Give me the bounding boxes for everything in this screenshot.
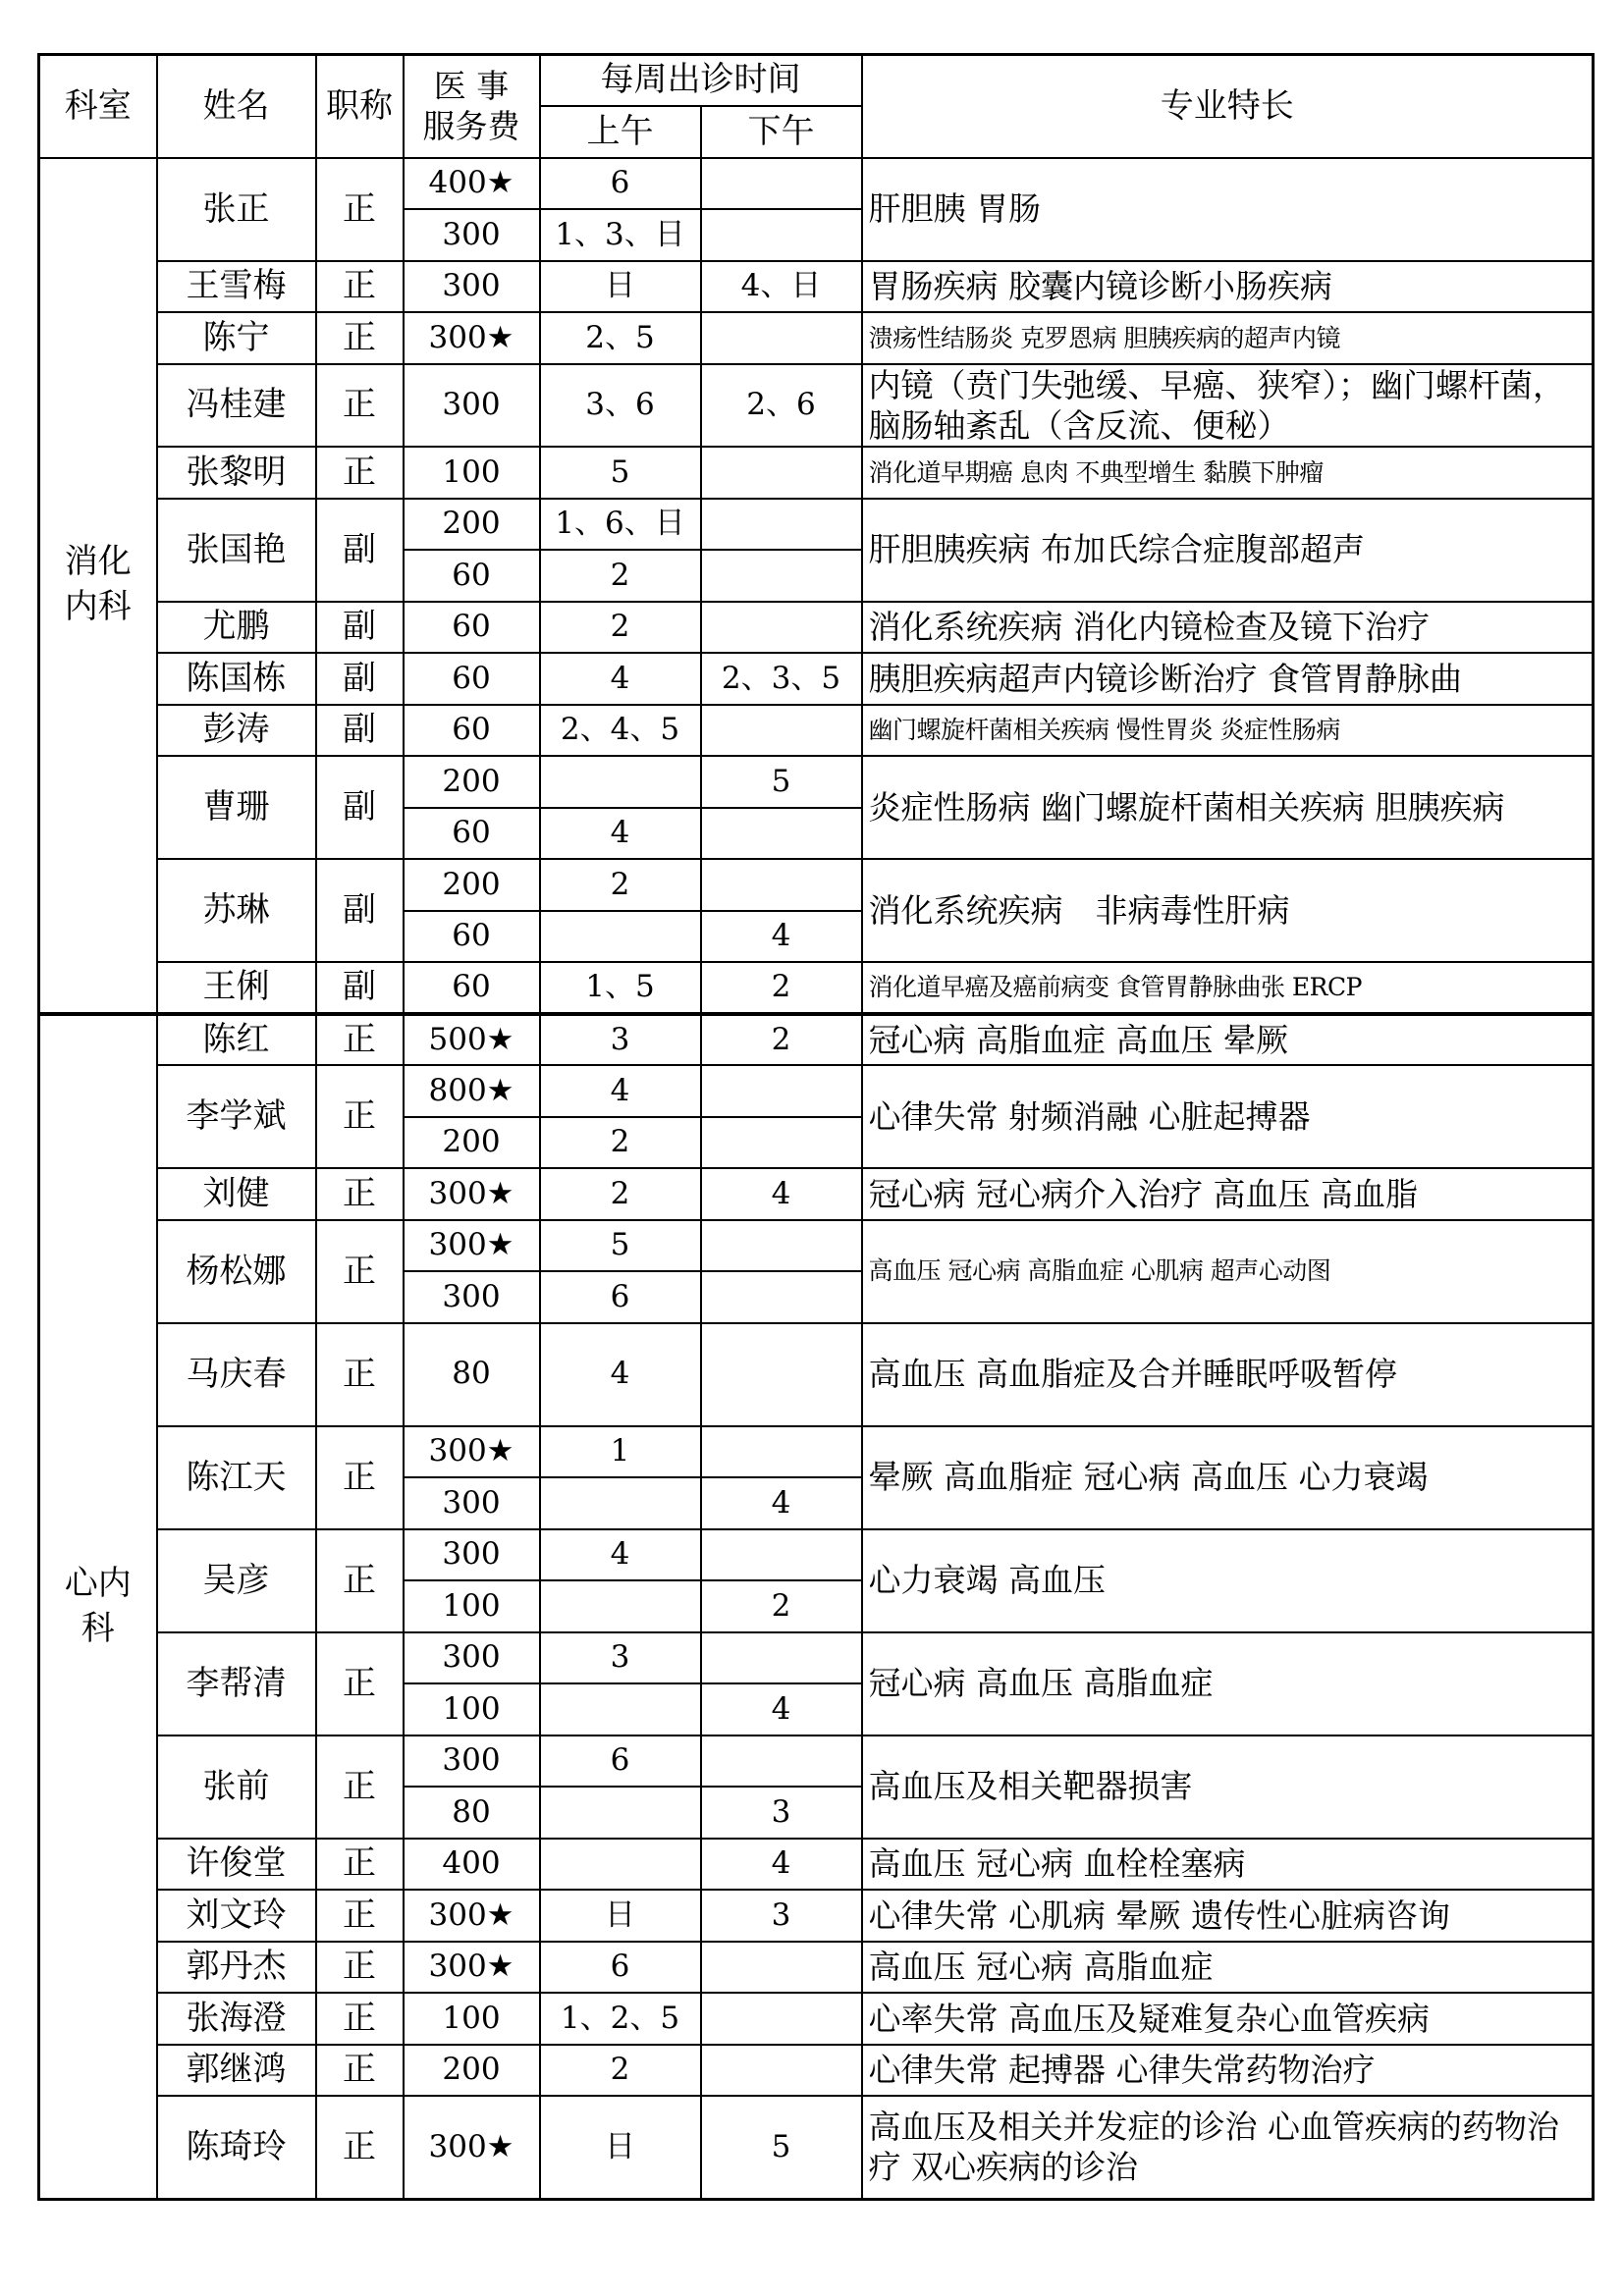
am-days: 4 <box>540 1529 701 1581</box>
am-days: 3、6 <box>540 364 701 448</box>
doctor-name: 陈宁 <box>157 312 316 364</box>
service-fee: 300 <box>404 1477 540 1529</box>
doctor-name: 郭丹杰 <box>157 1942 316 1994</box>
department-name <box>39 1014 157 2200</box>
header-weekly: 每周出诊时间 <box>540 55 862 106</box>
pm-days <box>701 1632 862 1684</box>
am-days <box>540 1839 701 1891</box>
doctor-title: 副 <box>316 705 404 757</box>
am-days: 2 <box>540 859 701 911</box>
doctor-name: 曹珊 <box>157 756 316 859</box>
service-fee: 80 <box>404 1323 540 1426</box>
pm-days <box>701 1993 862 2045</box>
specialty: 高血压 冠心病 高脂血症 <box>862 1942 1594 1994</box>
pm-days: 2、3、5 <box>701 653 862 705</box>
service-fee: 800★ <box>404 1065 540 1117</box>
doctor-name: 张前 <box>157 1735 316 1839</box>
pm-days: 4 <box>701 1683 862 1735</box>
service-fee: 300 <box>404 1529 540 1581</box>
service-fee: 60 <box>404 911 540 963</box>
doctor-title: 正 <box>316 2045 404 2097</box>
service-fee: 300★ <box>404 1890 540 1942</box>
header-fee <box>404 55 540 158</box>
doctor-title: 副 <box>316 602 404 654</box>
pm-days: 5 <box>701 756 862 808</box>
am-days: 3 <box>540 1014 701 1066</box>
am-days: 1 <box>540 1426 701 1478</box>
am-days: 1、2、5 <box>540 1993 701 2045</box>
pm-days <box>701 808 862 860</box>
doctor-title: 副 <box>316 962 404 1014</box>
doctor-name: 王俐 <box>157 962 316 1014</box>
table-row <box>39 1168 1594 1220</box>
specialty: 晕厥 高血脂症 冠心病 高血压 心力衰竭 <box>862 1426 1594 1529</box>
table-row <box>39 1220 1594 1272</box>
pm-days <box>701 209 862 261</box>
pm-days: 4 <box>701 1168 862 1220</box>
doctor-title: 正 <box>316 364 404 448</box>
department-label: 心内科 <box>64 1563 132 1648</box>
doctor-title: 正 <box>316 1014 404 1066</box>
table-row <box>39 705 1594 757</box>
pm-days: 2、6 <box>701 364 862 448</box>
pm-days <box>701 1323 862 1426</box>
pm-days <box>701 499 862 551</box>
am-days: 6 <box>540 158 701 210</box>
doctor-title: 正 <box>316 1065 404 1168</box>
pm-days: 4 <box>701 1839 862 1891</box>
table-row <box>39 962 1594 1014</box>
service-fee: 60 <box>404 808 540 860</box>
am-days: 6 <box>540 1942 701 1994</box>
specialty: 心率失常 高血压及疑难复杂心血管疾病 <box>862 1993 1594 2045</box>
service-fee: 200 <box>404 2045 540 2097</box>
service-fee: 60 <box>404 653 540 705</box>
am-days: 5 <box>540 1220 701 1272</box>
doctor-name: 杨松娜 <box>157 1220 316 1323</box>
pm-days <box>701 705 862 757</box>
header-am: 上午 <box>540 106 701 158</box>
header-fee-line2: 服务费 <box>422 107 520 146</box>
doctor-name: 吴彦 <box>157 1529 316 1632</box>
table-row <box>39 1065 1594 1117</box>
service-fee: 60 <box>404 705 540 757</box>
service-fee: 60 <box>404 550 540 602</box>
specialty: 高血压及相关并发症的诊治 心血管疾病的药物治疗 双心疾病的诊治 <box>862 2096 1594 2199</box>
am-days: 日 <box>540 2096 701 2199</box>
pm-days: 4 <box>701 1477 862 1529</box>
service-fee: 300 <box>404 261 540 313</box>
table-row <box>39 364 1594 448</box>
table-row <box>39 1890 1594 1942</box>
pm-days <box>701 312 862 364</box>
doctor-name: 陈国栋 <box>157 653 316 705</box>
am-days: 1、6、日 <box>540 499 701 551</box>
am-days: 2 <box>540 2045 701 2097</box>
am-days: 2 <box>540 550 701 602</box>
table-row <box>39 2045 1594 2097</box>
table-row <box>39 312 1594 364</box>
doctor-title: 正 <box>316 1942 404 1994</box>
department-label: 消化内科 <box>64 542 132 626</box>
table-row <box>39 1632 1594 1684</box>
service-fee: 300★ <box>404 1220 540 1272</box>
specialty: 高血压 冠心病 高脂血症 心肌病 超声心动图 <box>862 1220 1594 1323</box>
specialty: 炎症性肠病 幽门螺旋杆菌相关疾病 胆胰疾病 <box>862 756 1594 859</box>
pm-days <box>701 1220 862 1272</box>
doctor-title: 副 <box>316 653 404 705</box>
table-row <box>39 602 1594 654</box>
doctor-name: 陈琦玲 <box>157 2096 316 2199</box>
pm-days <box>701 447 862 499</box>
header-fee-line1: 医 事 <box>433 67 510 105</box>
am-days: 3 <box>540 1632 701 1684</box>
doctor-name: 刘健 <box>157 1168 316 1220</box>
specialty: 高血压 高血脂症及合并睡眠呼吸暂停 <box>862 1323 1594 1426</box>
doctor-name: 郭继鸿 <box>157 2045 316 2097</box>
specialty: 高血压及相关靶器损害 <box>862 1735 1594 1839</box>
header-dept: 科室 <box>39 55 157 158</box>
service-fee: 400 <box>404 1839 540 1891</box>
service-fee: 200 <box>404 1117 540 1169</box>
doctor-title: 正 <box>316 2096 404 2199</box>
doctor-title: 正 <box>316 1529 404 1632</box>
am-days: 6 <box>540 1271 701 1323</box>
table-row <box>39 1993 1594 2045</box>
am-days: 4 <box>540 653 701 705</box>
service-fee: 300 <box>404 364 540 448</box>
table-row <box>39 653 1594 705</box>
service-fee: 300★ <box>404 2096 540 2199</box>
am-days <box>540 756 701 808</box>
am-days: 2 <box>540 602 701 654</box>
am-days: 2 <box>540 1117 701 1169</box>
am-days: 1、5 <box>540 962 701 1014</box>
am-days: 5 <box>540 447 701 499</box>
doctor-schedule-table <box>37 53 1595 2201</box>
table-row <box>39 447 1594 499</box>
am-days: 6 <box>540 1735 701 1788</box>
pm-days <box>701 1117 862 1169</box>
am-days: 日 <box>540 1890 701 1942</box>
service-fee: 300★ <box>404 1168 540 1220</box>
pm-days <box>701 859 862 911</box>
service-fee: 400★ <box>404 158 540 210</box>
doctor-name: 张海澄 <box>157 1993 316 2045</box>
pm-days: 2 <box>701 1580 862 1632</box>
service-fee: 60 <box>404 602 540 654</box>
doctor-title: 副 <box>316 756 404 859</box>
pm-days: 3 <box>701 1787 862 1839</box>
specialty: 冠心病 高脂血症 高血压 晕厥 <box>862 1014 1594 1066</box>
service-fee: 200 <box>404 756 540 808</box>
doctor-title: 正 <box>316 1632 404 1735</box>
table-row <box>39 859 1594 911</box>
header-name: 姓名 <box>157 55 316 158</box>
doctor-title: 正 <box>316 1220 404 1323</box>
doctor-title: 正 <box>316 158 404 261</box>
doctor-title: 正 <box>316 1426 404 1529</box>
table-row <box>39 1942 1594 1994</box>
specialty: 内镜（贲门失弛缓、早癌、狭窄）；幽门螺杆菌，脑肠轴紊乱（含反流、便秘） <box>862 364 1594 448</box>
doctor-name: 马庆春 <box>157 1323 316 1426</box>
specialty: 消化系统疾病 非病毒性肝病 <box>862 859 1594 962</box>
pm-days: 4 <box>701 911 862 963</box>
specialty: 溃疡性结肠炎 克罗恩病 胆胰疾病的超声内镜 <box>862 312 1594 364</box>
am-days: 2 <box>540 1168 701 1220</box>
specialty: 肝胆胰疾病 布加氏综合症腹部超声 <box>862 499 1594 602</box>
service-fee: 60 <box>404 962 540 1014</box>
specialty: 高血压 冠心病 血栓栓塞病 <box>862 1839 1594 1891</box>
header-pm: 下午 <box>701 106 862 158</box>
doctor-name: 张正 <box>157 158 316 261</box>
pm-days <box>701 2045 862 2097</box>
am-days <box>540 1580 701 1632</box>
service-fee: 100 <box>404 447 540 499</box>
specialty: 心律失常 射频消融 心脏起搏器 <box>862 1065 1594 1168</box>
pm-days <box>701 1271 862 1323</box>
am-days <box>540 1787 701 1839</box>
specialty: 冠心病 高血压 高脂血症 <box>862 1632 1594 1735</box>
pm-days: 4、日 <box>701 261 862 313</box>
doctor-name: 许俊堂 <box>157 1839 316 1891</box>
pm-days: 5 <box>701 2096 862 2199</box>
specialty: 心力衰竭 高血压 <box>862 1529 1594 1632</box>
table-row <box>39 2096 1594 2199</box>
doctor-name: 尤鹏 <box>157 602 316 654</box>
doctor-name: 彭涛 <box>157 705 316 757</box>
doctor-name: 张国艳 <box>157 499 316 602</box>
pm-days <box>701 158 862 210</box>
specialty: 肝胆胰 胃肠 <box>862 158 1594 261</box>
table-row <box>39 1323 1594 1426</box>
header-title: 职称 <box>316 55 404 158</box>
specialty: 幽门螺旋杆菌相关疾病 慢性胃炎 炎症性肠病 <box>862 705 1594 757</box>
pm-days: 3 <box>701 1890 862 1942</box>
service-fee: 300★ <box>404 1942 540 1994</box>
pm-days <box>701 1942 862 1994</box>
doctor-name: 王雪梅 <box>157 261 316 313</box>
specialty: 消化道早期癌 息肉 不典型增生 黏膜下肿瘤 <box>862 447 1594 499</box>
doctor-name: 李学斌 <box>157 1065 316 1168</box>
specialty: 心律失常 心肌病 晕厥 遗传性心脏病咨询 <box>862 1890 1594 1942</box>
pm-days <box>701 1065 862 1117</box>
doctor-title: 正 <box>316 1890 404 1942</box>
specialty: 心律失常 起搏器 心律失常药物治疗 <box>862 2045 1594 2097</box>
doctor-title: 正 <box>316 1993 404 2045</box>
am-days <box>540 911 701 963</box>
doctor-name: 陈江天 <box>157 1426 316 1529</box>
table-row <box>39 1529 1594 1581</box>
pm-days: 2 <box>701 962 862 1014</box>
service-fee: 300 <box>404 209 540 261</box>
pm-days <box>701 1529 862 1581</box>
doctor-name: 张黎明 <box>157 447 316 499</box>
doctor-name: 苏琳 <box>157 859 316 962</box>
service-fee: 300 <box>404 1632 540 1684</box>
table-row <box>39 261 1594 313</box>
pm-days <box>701 602 862 654</box>
am-days <box>540 1683 701 1735</box>
pm-days <box>701 550 862 602</box>
service-fee: 300 <box>404 1735 540 1788</box>
doctor-title: 正 <box>316 447 404 499</box>
table-row <box>39 1014 1594 1066</box>
service-fee: 200 <box>404 499 540 551</box>
doctor-title: 正 <box>316 1839 404 1891</box>
doctor-name: 刘文玲 <box>157 1890 316 1942</box>
specialty: 冠心病 冠心病介入治疗 高血压 高血脂 <box>862 1168 1594 1220</box>
specialty: 胃肠疾病 胶囊内镜诊断小肠疾病 <box>862 261 1594 313</box>
pm-days <box>701 1735 862 1788</box>
table-row <box>39 1735 1594 1788</box>
doctor-title: 副 <box>316 499 404 602</box>
doctor-name: 冯桂建 <box>157 364 316 448</box>
table-row <box>39 499 1594 551</box>
specialty: 消化系统疾病 消化内镜检查及镜下治疗 <box>862 602 1594 654</box>
doctor-title: 正 <box>316 1735 404 1839</box>
doctor-title: 正 <box>316 1323 404 1426</box>
service-fee: 200 <box>404 859 540 911</box>
am-days <box>540 1477 701 1529</box>
doctor-name: 陈红 <box>157 1014 316 1066</box>
service-fee: 100 <box>404 1993 540 2045</box>
doctor-title: 正 <box>316 312 404 364</box>
doctor-title: 正 <box>316 261 404 313</box>
service-fee: 500★ <box>404 1014 540 1066</box>
table-row <box>39 158 1594 210</box>
doctor-title: 正 <box>316 1168 404 1220</box>
pm-days: 2 <box>701 1014 862 1066</box>
am-days: 4 <box>540 808 701 860</box>
am-days: 2、4、5 <box>540 705 701 757</box>
table-row <box>39 756 1594 808</box>
service-fee: 100 <box>404 1683 540 1735</box>
table-row <box>39 1426 1594 1478</box>
specialty: 消化道早癌及癌前病变 食管胃静脉曲张 ERCP <box>862 962 1594 1014</box>
service-fee: 300★ <box>404 312 540 364</box>
am-days: 日 <box>540 261 701 313</box>
am-days: 4 <box>540 1065 701 1117</box>
service-fee: 100 <box>404 1580 540 1632</box>
specialty: 胰胆疾病超声内镜诊断治疗 食管胃静脉曲 <box>862 653 1594 705</box>
header-specialty: 专业特长 <box>862 55 1594 158</box>
doctor-title: 副 <box>316 859 404 962</box>
service-fee: 80 <box>404 1787 540 1839</box>
department-name <box>39 158 157 1014</box>
table-row <box>39 1839 1594 1891</box>
am-days: 2、5 <box>540 312 701 364</box>
service-fee: 300★ <box>404 1426 540 1478</box>
doctor-name: 李帮清 <box>157 1632 316 1735</box>
service-fee: 300 <box>404 1271 540 1323</box>
am-days: 1、3、日 <box>540 209 701 261</box>
pm-days <box>701 1426 862 1478</box>
am-days: 4 <box>540 1323 701 1426</box>
